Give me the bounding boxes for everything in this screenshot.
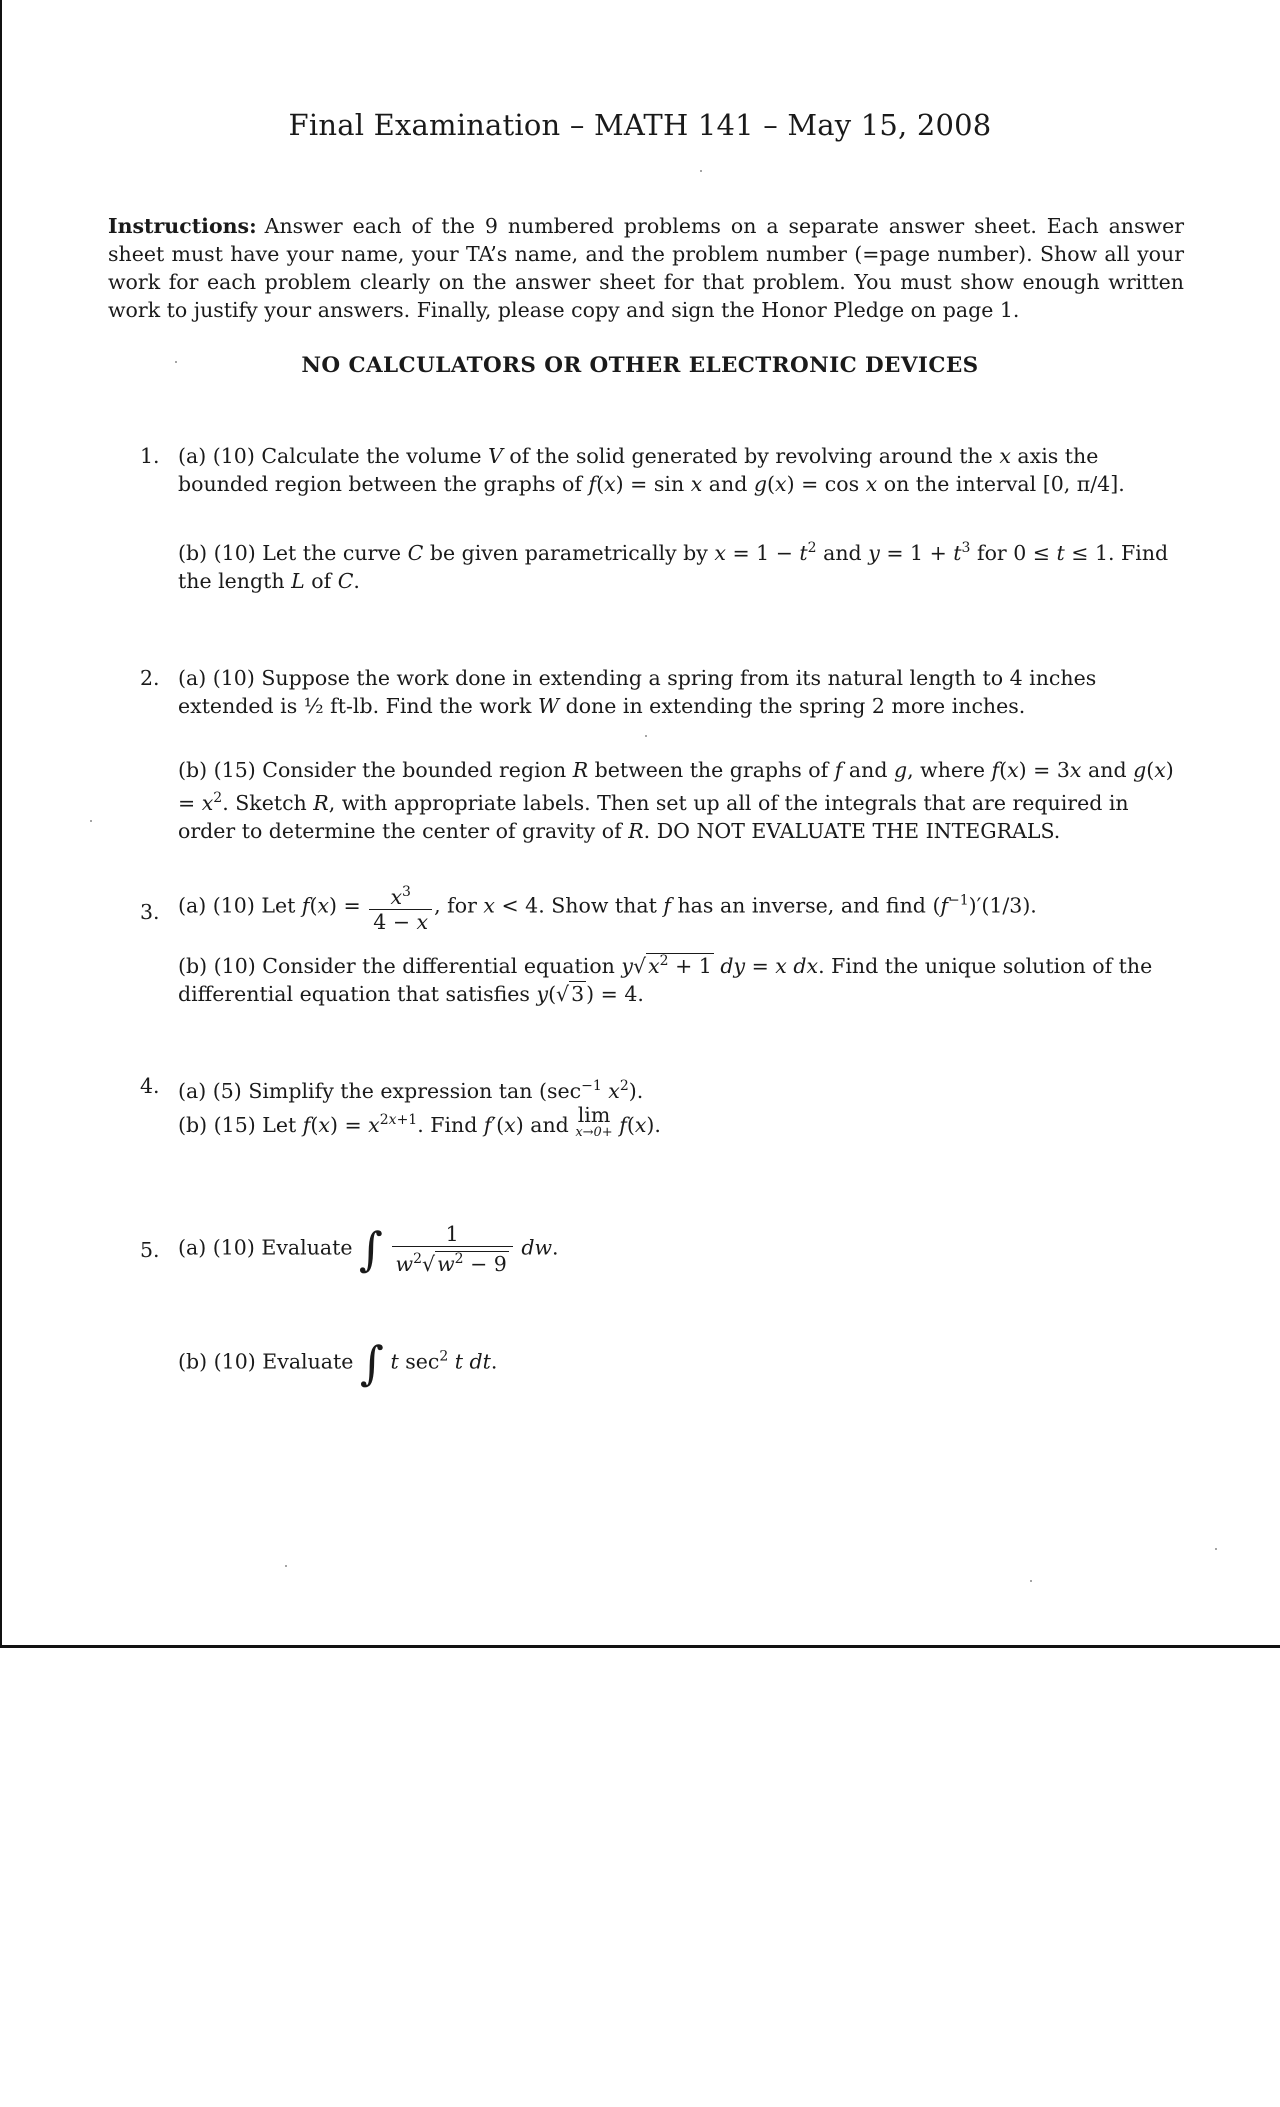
text: of the solid generated by revolving around the bbox=[509, 444, 993, 468]
integral-sign: ∫ bbox=[359, 1221, 383, 1276]
part-points: (10) bbox=[212, 666, 255, 690]
text: and bbox=[848, 758, 888, 782]
part-points: (10) bbox=[213, 1349, 256, 1374]
text: Evaluate bbox=[261, 1235, 353, 1260]
scan-speck bbox=[90, 820, 92, 822]
part-label: (b) bbox=[178, 1349, 208, 1374]
text: of bbox=[311, 568, 332, 593]
part-label: (b) bbox=[178, 540, 208, 565]
text: between the graphs of bbox=[594, 758, 829, 782]
text: Find the length bbox=[178, 540, 1169, 593]
text: Let bbox=[262, 1112, 297, 1137]
text: Consider the differential equation bbox=[262, 953, 615, 978]
instructions-body: Answer each of the 9 numbered problems on a separate answer sheet. Each answer sheet must have your name, your TA’s name, and the problem number (=page number). Show all your work for each problem clearly on the answer sheet for that problem. You must show enough written work to justify your answers. Finally, please copy and sign the Honor Pledge on page 1. bbox=[108, 214, 1184, 322]
problem-1-part-a: 1. (a) (10) Calculate the volume V of the solid generated by revolving around the x axis the bounded region between the graphs of f(x) = sin x and g(x) = cos x on the interval [0, π/4]. bbox=[140, 444, 1125, 496]
instructions-lead: Instructions: bbox=[108, 214, 257, 238]
scan-speck bbox=[700, 170, 702, 172]
scan-speck bbox=[1215, 1548, 1217, 1550]
problem-number: 1. bbox=[140, 444, 160, 468]
part-points: (15) bbox=[213, 758, 256, 782]
text: Let bbox=[261, 893, 296, 918]
problem-5-part-b: (b) (10) Evaluate ∫ t $\sec^2 t$ dt. bbox=[178, 1336, 498, 1390]
scan-speck bbox=[285, 1565, 287, 1567]
problem-number: 3. bbox=[140, 900, 160, 924]
part-label: (b) bbox=[178, 953, 208, 978]
instructions-block bbox=[108, 212, 1184, 324]
text: Show that bbox=[551, 893, 657, 918]
part-label: (a) bbox=[178, 1235, 207, 1260]
part-points: (15) bbox=[213, 1112, 256, 1137]
problem-number: 4. bbox=[140, 1074, 160, 1098]
integral-sign: ∫ bbox=[359, 1336, 384, 1390]
part-points: (10) bbox=[212, 444, 255, 468]
text: done in extending the spring 2 more inches. bbox=[565, 694, 1026, 718]
problem-5-part-a: 5. (a) (10) Evaluate ∫ $\frac{1}{w^2√w^2 - 9}$ dw. bbox=[140, 1221, 559, 1276]
text: Find the unique solution of the differential equation that satisfies bbox=[178, 953, 1153, 1006]
scan-speck bbox=[645, 735, 647, 737]
part-points: (10) bbox=[213, 540, 256, 565]
text: on the interval bbox=[883, 472, 1037, 496]
text: Find bbox=[430, 1112, 478, 1137]
text: axis the bounded region between the graphs of bbox=[178, 444, 1099, 496]
text: Sketch bbox=[235, 790, 307, 815]
text: where bbox=[920, 758, 985, 782]
text: for bbox=[447, 893, 477, 918]
text: be given parametrically by bbox=[429, 540, 708, 565]
page-title: Final Examination – MATH 141 – May 15, 2008 bbox=[288, 108, 992, 142]
problem-4-part-b: (b) (15) Let $f(x) = x^{2x+1}$. Find f′(x) and lim x→0+ f(x). bbox=[178, 1103, 661, 1140]
part-points: (10) bbox=[213, 953, 256, 978]
text: and bbox=[530, 1112, 569, 1137]
scan-bottom-border bbox=[0, 1645, 1280, 1648]
scan-speck bbox=[1030, 1580, 1032, 1582]
part-points: (5) bbox=[212, 1078, 242, 1103]
problem-4-part-a: 4. (a) (5) Simplify the expression $\tan (\sec^{-1}$ $x^2$). bbox=[140, 1074, 644, 1103]
text: with appropriate labels. Then set up all of the integrals that are required in order to determine the center of gravity of bbox=[178, 790, 1129, 843]
problem-3-part-a: 3. (a) (10) Let f(x) = $\frac{x^3}{4 - x}$ , for x < 4. Show that f has an inverse, and find $(f^{-1})'(1/3)$. bbox=[140, 880, 1184, 934]
scan-left-border bbox=[0, 0, 2, 1648]
part-label: (b) bbox=[178, 1112, 208, 1137]
text: and bbox=[708, 472, 748, 496]
text: DO NOT EVALUATE THE INTEGRALS. bbox=[656, 818, 1061, 843]
text: ft-lb. Find the work bbox=[330, 694, 532, 718]
part-label: (a) bbox=[178, 444, 207, 468]
fraction: $\frac{x^3}{4 - x}$ bbox=[369, 880, 432, 934]
text: and bbox=[823, 540, 862, 565]
problem-2-part-b: (b) (15) Consider the bounded region R between the graphs of f and g, where f(x) = 3x and $g(x) = x^2$. Sketch R, with appropriate labels. Then set up all of the integrals that are required in order to determine the center of gravity of R. DO NOT EVALUATE THE INTEGRALS. bbox=[178, 758, 1174, 843]
part-points: (10) bbox=[212, 1235, 255, 1260]
problem-3-part-b: (b) (10) Consider the differential equation $y√x^2 + 1$ dy = x dx. Find the unique solution of the differential equation that satisfies y(√3) = 4. bbox=[178, 953, 1153, 1006]
problem-1-part-b: (b) (10) Let the curve C be given parametrically by $x = 1 - t^2$ and $y = 1 + t^3$ for 0 ≤ t ≤ 1. Find the length L of C. bbox=[178, 540, 1169, 593]
text: Simplify the expression bbox=[248, 1078, 493, 1103]
fraction: $\frac{1}{w^2√w^2 - 9}$ bbox=[392, 1222, 513, 1276]
text: for bbox=[976, 540, 1007, 565]
scan-speck bbox=[175, 361, 177, 363]
part-label: (a) bbox=[178, 893, 207, 918]
problem-number: 5. bbox=[140, 1238, 160, 1262]
limit: lim x→0+ bbox=[575, 1103, 613, 1140]
text: has an inverse, and find bbox=[677, 893, 926, 918]
text: Suppose the work done in extending a spring from its natural length to 4 inches extended is bbox=[178, 666, 1097, 718]
part-points: (10) bbox=[212, 893, 255, 918]
part-label: (a) bbox=[178, 1078, 207, 1103]
problem-2-part-a: 2. (a) (10) Suppose the work done in extending a spring from its natural length to 4 inches extended is ½ ft-lb. Find the work W done in extending the spring 2 more inches. bbox=[140, 666, 1097, 718]
text: and bbox=[1088, 758, 1127, 782]
part-label: (a) bbox=[178, 666, 207, 690]
problem-number: 2. bbox=[140, 666, 160, 690]
no-calculators-banner: NO CALCULATORS OR OTHER ELECTRONIC DEVICES bbox=[301, 353, 979, 378]
text: Let the curve bbox=[262, 540, 402, 565]
text: Evaluate bbox=[262, 1349, 354, 1374]
text: Calculate the volume bbox=[261, 444, 482, 468]
part-label: (b) bbox=[178, 758, 208, 782]
text: Consider the bounded region bbox=[262, 758, 567, 782]
